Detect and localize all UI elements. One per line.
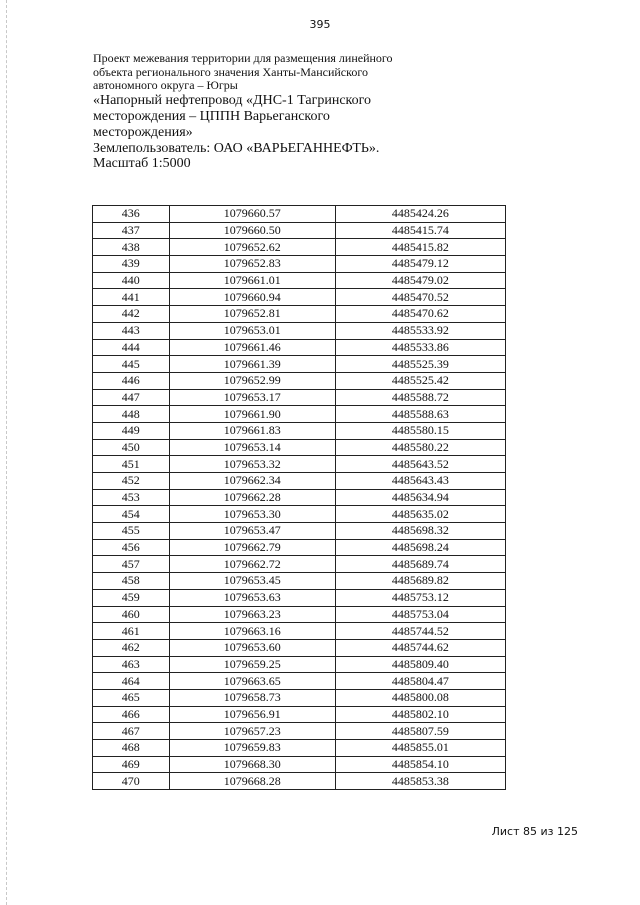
table-row: [93, 573, 506, 590]
coordinate-y-cell: 4485698.32: [335, 523, 505, 540]
point-number-cell: 470: [93, 773, 170, 790]
coordinate-x-cell: 1079661.46: [169, 339, 335, 356]
point-number-cell: 452: [93, 473, 170, 490]
table-row: [93, 623, 506, 640]
coordinate-y-cell: 4485479.02: [335, 272, 505, 289]
coordinate-x-cell: 1079658.73: [169, 689, 335, 706]
point-number-cell: 442: [93, 306, 170, 323]
coordinate-y-cell: 4485533.86: [335, 339, 505, 356]
table-row: [93, 589, 506, 606]
coordinate-y-cell: 4485580.15: [335, 422, 505, 439]
coordinate-y-cell: 4485634.94: [335, 489, 505, 506]
table-row: [93, 523, 506, 540]
coordinate-y-cell: 4485698.24: [335, 539, 505, 556]
coordinate-y-cell: 4485588.63: [335, 406, 505, 423]
coordinate-y-cell: 4485744.62: [335, 639, 505, 656]
point-number-cell: 457: [93, 556, 170, 573]
point-number-cell: 436: [93, 206, 170, 223]
coordinate-y-cell: 4485415.82: [335, 239, 505, 256]
table-row: [93, 339, 506, 356]
table-row: [93, 656, 506, 673]
coordinate-x-cell: 1079663.16: [169, 623, 335, 640]
point-number-cell: 461: [93, 623, 170, 640]
table-row: [93, 456, 506, 473]
coordinate-x-cell: 1079661.90: [169, 406, 335, 423]
coordinate-y-cell: 4485479.12: [335, 256, 505, 273]
point-number-cell: 448: [93, 406, 170, 423]
point-number-cell: 449: [93, 422, 170, 439]
table-row: [93, 740, 506, 757]
table-row: [93, 356, 506, 373]
table-row: [93, 756, 506, 773]
coordinate-y-cell: 4485635.02: [335, 506, 505, 523]
point-number-cell: 463: [93, 656, 170, 673]
coordinate-x-cell: 1079653.47: [169, 523, 335, 540]
table-row: [93, 673, 506, 690]
scan-edge: [6, 0, 9, 905]
table-row: [93, 606, 506, 623]
point-number-cell: 458: [93, 573, 170, 590]
point-number-cell: 441: [93, 289, 170, 306]
coordinate-x-cell: 1079653.01: [169, 322, 335, 339]
table-row: [93, 773, 506, 790]
coordinate-y-cell: 4485580.22: [335, 439, 505, 456]
coordinate-y-cell: 4485807.59: [335, 723, 505, 740]
coordinate-x-cell: 1079668.28: [169, 773, 335, 790]
object-line-3: месторождения»: [93, 124, 193, 140]
table-row: [93, 706, 506, 723]
point-number-cell: 451: [93, 456, 170, 473]
coordinate-x-cell: 1079663.65: [169, 673, 335, 690]
coordinate-x-cell: 1079652.99: [169, 372, 335, 389]
table-row: [93, 422, 506, 439]
table-row: [93, 539, 506, 556]
point-number-cell: 437: [93, 222, 170, 239]
coordinate-y-cell: 4485424.26: [335, 206, 505, 223]
point-number-cell: 455: [93, 523, 170, 540]
table-row: [93, 306, 506, 323]
coordinate-y-cell: 4485802.10: [335, 706, 505, 723]
point-number-cell: 465: [93, 689, 170, 706]
point-number-cell: 469: [93, 756, 170, 773]
coordinate-y-cell: 4485415.74: [335, 222, 505, 239]
coordinate-y-cell: 4485744.52: [335, 623, 505, 640]
table-row: [93, 322, 506, 339]
point-number-cell: 464: [93, 673, 170, 690]
coordinate-y-cell: 4485470.52: [335, 289, 505, 306]
object-line-1: «Напорный нефтепровод «ДНС-1 Тагринского: [93, 92, 372, 108]
map-scale: Масштаб 1:5000: [93, 155, 191, 171]
table-row: [93, 689, 506, 706]
table-row: [93, 556, 506, 573]
coordinate-x-cell: 1079661.39: [169, 356, 335, 373]
point-number-cell: 445: [93, 356, 170, 373]
coordinate-y-cell: 4485800.08: [335, 689, 505, 706]
point-number-cell: 447: [93, 389, 170, 406]
table-row: [93, 256, 506, 273]
table-row: [93, 389, 506, 406]
coordinate-y-cell: 4485689.74: [335, 556, 505, 573]
point-number-cell: 440: [93, 272, 170, 289]
coordinate-y-cell: 4485854.10: [335, 756, 505, 773]
table-row: [93, 272, 506, 289]
coordinate-y-cell: 4485533.92: [335, 322, 505, 339]
coordinate-y-cell: 4485470.62: [335, 306, 505, 323]
point-number-cell: 450: [93, 439, 170, 456]
table-row: [93, 406, 506, 423]
coordinate-y-cell: 4485753.04: [335, 606, 505, 623]
point-number-cell: 446: [93, 372, 170, 389]
point-number-cell: 444: [93, 339, 170, 356]
sheet-label: Лист 85 из 125: [491, 825, 578, 838]
title-line-2: объекта регионального значения Ханты-Мансийского: [93, 64, 368, 79]
coordinate-x-cell: 1079652.81: [169, 306, 335, 323]
table-row: [93, 372, 506, 389]
coordinate-x-cell: 1079668.30: [169, 756, 335, 773]
title-line-3: автономного округа – Югры: [93, 78, 238, 92]
coordinate-x-cell: 1079663.23: [169, 606, 335, 623]
point-number-cell: 459: [93, 589, 170, 606]
coordinate-x-cell: 1079653.30: [169, 506, 335, 523]
table-row: [93, 239, 506, 256]
title-line-1: Проект межевания территории для размещения линейного: [93, 51, 393, 65]
table-row: [93, 206, 506, 223]
coordinate-y-cell: 4485643.52: [335, 456, 505, 473]
table-row: [93, 439, 506, 456]
coordinate-x-cell: 1079659.25: [169, 656, 335, 673]
coordinate-y-cell: 4485689.82: [335, 573, 505, 590]
coordinate-x-cell: 1079652.83: [169, 256, 335, 273]
point-number-cell: 453: [93, 489, 170, 506]
coordinate-x-cell: 1079661.01: [169, 272, 335, 289]
document-header: [93, 52, 413, 171]
coordinate-y-cell: 4485855.01: [335, 740, 505, 757]
coordinate-y-cell: 4485643.43: [335, 473, 505, 490]
coordinate-x-cell: 1079653.32: [169, 456, 335, 473]
coordinate-x-cell: 1079653.63: [169, 589, 335, 606]
coordinate-x-cell: 1079659.83: [169, 740, 335, 757]
table-row: [93, 222, 506, 239]
table-row: [93, 639, 506, 656]
coordinate-x-cell: 1079662.72: [169, 556, 335, 573]
coordinate-y-cell: 4485525.42: [335, 372, 505, 389]
coordinate-x-cell: 1079662.28: [169, 489, 335, 506]
table-row: [93, 723, 506, 740]
table-row: [93, 473, 506, 490]
coordinate-x-cell: 1079660.94: [169, 289, 335, 306]
point-number-cell: 460: [93, 606, 170, 623]
coordinate-x-cell: 1079660.57: [169, 206, 335, 223]
coordinate-x-cell: 1079661.83: [169, 422, 335, 439]
coordinate-x-cell: 1079653.60: [169, 639, 335, 656]
coordinate-x-cell: 1079662.34: [169, 473, 335, 490]
coordinate-x-cell: 1079653.14: [169, 439, 335, 456]
land-user: Землепользователь: ОАО «ВАРЬЕГАННЕФТЬ».: [93, 140, 380, 156]
table-row: [93, 289, 506, 306]
coordinate-x-cell: 1079653.45: [169, 573, 335, 590]
page-number: 395: [309, 18, 331, 31]
coordinates-table-body: [93, 206, 506, 790]
point-number-cell: 443: [93, 322, 170, 339]
coordinate-y-cell: 4485525.39: [335, 356, 505, 373]
object-line-2: месторождения – ЦППН Варьеганского: [93, 108, 330, 124]
point-number-cell: 454: [93, 506, 170, 523]
coordinate-y-cell: 4485588.72: [335, 389, 505, 406]
point-number-cell: 456: [93, 539, 170, 556]
table-row: [93, 489, 506, 506]
coordinate-y-cell: 4485753.12: [335, 589, 505, 606]
coordinate-x-cell: 1079656.91: [169, 706, 335, 723]
coordinate-y-cell: 4485853.38: [335, 773, 505, 790]
table-row: [93, 506, 506, 523]
point-number-cell: 466: [93, 706, 170, 723]
coordinates-table: [92, 205, 506, 790]
coordinate-x-cell: 1079657.23: [169, 723, 335, 740]
point-number-cell: 468: [93, 740, 170, 757]
point-number-cell: 438: [93, 239, 170, 256]
point-number-cell: 439: [93, 256, 170, 273]
point-number-cell: 467: [93, 723, 170, 740]
point-number-cell: 462: [93, 639, 170, 656]
coordinate-x-cell: 1079653.17: [169, 389, 335, 406]
coordinate-x-cell: 1079660.50: [169, 222, 335, 239]
coordinate-x-cell: 1079662.79: [169, 539, 335, 556]
coordinate-y-cell: 4485809.40: [335, 656, 505, 673]
coordinate-x-cell: 1079652.62: [169, 239, 335, 256]
coordinate-y-cell: 4485804.47: [335, 673, 505, 690]
